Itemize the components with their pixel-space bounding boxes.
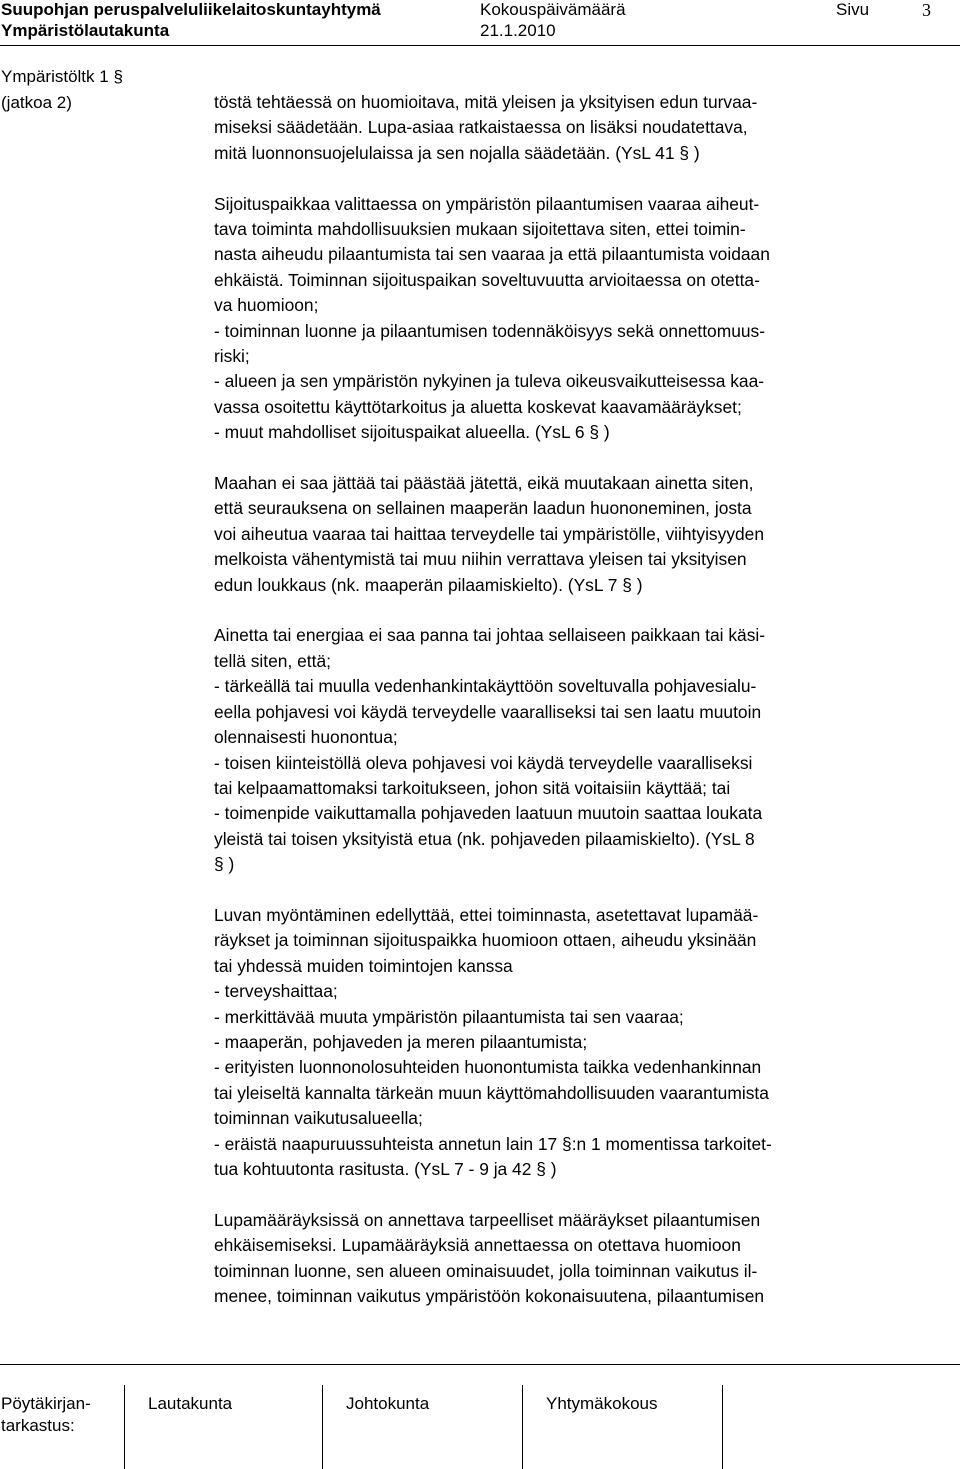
body-line: - eräistä naapuruussuhteista annetun lain 17 §:n 1 momentissa tarkoitet- [214, 1133, 772, 1154]
body-line: - toisen kiinteistöllä oleva pohjavesi voi käydä terveydelle vaaralliseksi [214, 752, 753, 773]
body-line: edun loukkaus (nk. maaperän pilaamiskielto). (YsL 7 § ) [214, 574, 643, 595]
body-paragraph [214, 903, 954, 1182]
body-line: - erityisten luonnonolosuhteiden huonontumista taikka vedenhankinnan [214, 1057, 762, 1078]
body-line: miseksi säädetään. Lupa-asiaa ratkaistaessa on lisäksi noudatettava, [214, 117, 748, 138]
body-line: eella pohjavesi voi käydä terveydelle vaaralliseksi tai sen laatu muutoin [214, 701, 762, 722]
body-line: tai kelpaamattomaksi tarkoitukseen, johon sitä voitaisiin käyttää; tai [214, 777, 731, 798]
body-line: riski; [214, 346, 250, 367]
organization-name: Suupohjan peruspalveluliikelaitoskuntayhtymä [1, 0, 381, 19]
body-line: nasta aiheudu pilaantumista tai sen vaaraa ja että pilaantumista voidaan [214, 244, 770, 265]
header-divider [0, 45, 960, 46]
body-line: ehkäisemiseksi. Lupamääräyksiä annettaessa on otettava huomioon [214, 1235, 741, 1256]
body-line: tellä siten, että; [214, 650, 331, 671]
body-line: - alueen ja sen ympäristön nykyinen ja tuleva oikeusvaikutteisessa kaa- [214, 371, 765, 392]
body-line: toiminnan luonne, sen alueen ominaisuudet, jolla toiminnan vaikutus il- [214, 1260, 758, 1281]
body-line: olennaisesti huonontua; [214, 727, 398, 748]
body-line: - merkittävää muuta ympäristön pilaantumista tai sen vaaraa; [214, 1006, 684, 1027]
body-line: toiminnan vaikutusalueella; [214, 1108, 423, 1129]
body-paragraph [214, 471, 954, 598]
body-line: yleistä tai toisen yksityistä etua (nk. pohjaveden pilaamiskielto). (YsL 8 [214, 828, 755, 849]
body-line: Maahan ei saa jättää tai päästää jätettä, eikä muutakaan ainetta siten, [214, 473, 754, 494]
body-line: räykset ja toiminnan sijoituspaikka huomioon ottaen, aiheudu yksinään [214, 930, 757, 951]
footer-divider [0, 1364, 960, 1365]
footer-col-johtokunta: Johtokunta [346, 1394, 430, 1413]
agenda-item-label [1, 64, 123, 116]
header-row-1 [0, 0, 960, 21]
body-line: vassa osoitettu käyttötarkoitus ja aluetta koskevat kaavamääräykset; [214, 396, 742, 417]
body-line: Lupamääräyksissä on annettava tarpeelliset määräykset pilaantumisen [214, 1209, 761, 1230]
body-line: tai yleiseltä kannalta tärkeän muun käyttömahdollisuuden vaarantumista [214, 1082, 769, 1103]
agenda-item-title [1, 64, 123, 90]
body-paragraph [214, 90, 954, 166]
footer-col-lautakunta: Lautakunta [148, 1394, 233, 1413]
footer-column-divider [124, 1385, 125, 1469]
header-row-2 [0, 21, 960, 42]
footer-column-divider [322, 1385, 323, 1469]
body-line: - muut mahdolliset sijoituspaikat alueella. (YsL 6 § ) [214, 422, 610, 443]
body-line: Ainetta tai energiaa ei saa panna tai johtaa sellaiseen paikkaan tai käsi- [214, 625, 766, 646]
footer-column-divider [522, 1385, 523, 1469]
agenda-item-name: Ympäristöltk 1 [1, 67, 109, 86]
body-line: voi aiheutua vaaraa tai haittaa terveydelle tai ympäristölle, viihtyisyyden [214, 523, 765, 544]
body-line: ehkäistä. Toiminnan sijoituspaikan soveltuvuutta arvioitaessa on otetta- [214, 269, 760, 290]
page-label: Sivu [836, 0, 870, 19]
body-line: Sijoituspaikkaa valittaessa on ympäristön pilaantumisen vaaraa aiheut- [214, 193, 760, 214]
body-line: tai yhdessä muiden toimintojen kanssa [214, 955, 513, 976]
body-line: § ) [214, 854, 235, 875]
footer-col-yhtymakokous: Yhtymäkokous [546, 1394, 658, 1413]
body-line: Luvan myöntäminen edellyttää, ettei toiminnasta, asetettavat lupamää- [214, 904, 759, 925]
document-body [214, 90, 954, 1335]
body-line: - toiminnan luonne ja pilaantumisen todennäköisyys sekä onnettomuus- [214, 320, 766, 341]
meeting-date: 21.1.2010 [480, 21, 556, 40]
review-label-line-2: tarkastus: [1, 1416, 75, 1435]
body-paragraph [214, 623, 954, 877]
page-header [0, 0, 960, 42]
body-line: - toimenpide vaikuttamalla pohjaveden laatuun muutoin saattaa loukata [214, 803, 763, 824]
footer-column-divider [722, 1385, 723, 1469]
review-label-line-1: Pöytäkirjan- [1, 1394, 91, 1413]
body-line: menee, toiminnan vaikutus ympäristöön kokonaisuutena, pilaantumisen [214, 1286, 765, 1307]
body-line: tua kohtuutonta rasitusta. (YsL 7 - 9 ja 42 § ) [214, 1159, 557, 1179]
body-line: mitä luonnonsuojelulaissa ja sen nojalla säädetään. (YsL 41 § ) [214, 142, 700, 163]
body-line: töstä tehtäessä on huomioitava, mitä yleisen ja yksityisen edun turvaa- [214, 92, 758, 112]
committee-name: Ympäristölautakunta [1, 21, 170, 40]
body-line: va huomioon; [214, 295, 319, 316]
body-line: - tärkeällä tai muulla vedenhankintakäyttöön soveltuvalla pohjavesialu- [214, 676, 757, 697]
page-number: 3 [922, 0, 931, 20]
body-line: että seurauksena on sellainen maaperän laadun huononeminen, josta [214, 498, 752, 519]
body-paragraph [214, 1208, 954, 1310]
agenda-item-continuation: (jatkoa 2) [1, 93, 72, 112]
body-paragraph [214, 192, 954, 446]
body-line: - maaperän, pohjaveden ja meren pilaantumista; [214, 1031, 588, 1052]
body-line: - terveyshaittaa; [214, 981, 338, 1002]
section-symbol: § [113, 67, 123, 86]
meeting-date-label: Kokouspäivämäärä [480, 0, 626, 19]
body-line: tava toiminta mahdollisuuksien mukaan sijoitettava siten, ettei toimin- [214, 219, 746, 240]
footer-review-label [1, 1393, 91, 1437]
body-line: melkoista vähentymistä tai muu niihin verrattava yleisen tai yksityisen [214, 549, 747, 570]
